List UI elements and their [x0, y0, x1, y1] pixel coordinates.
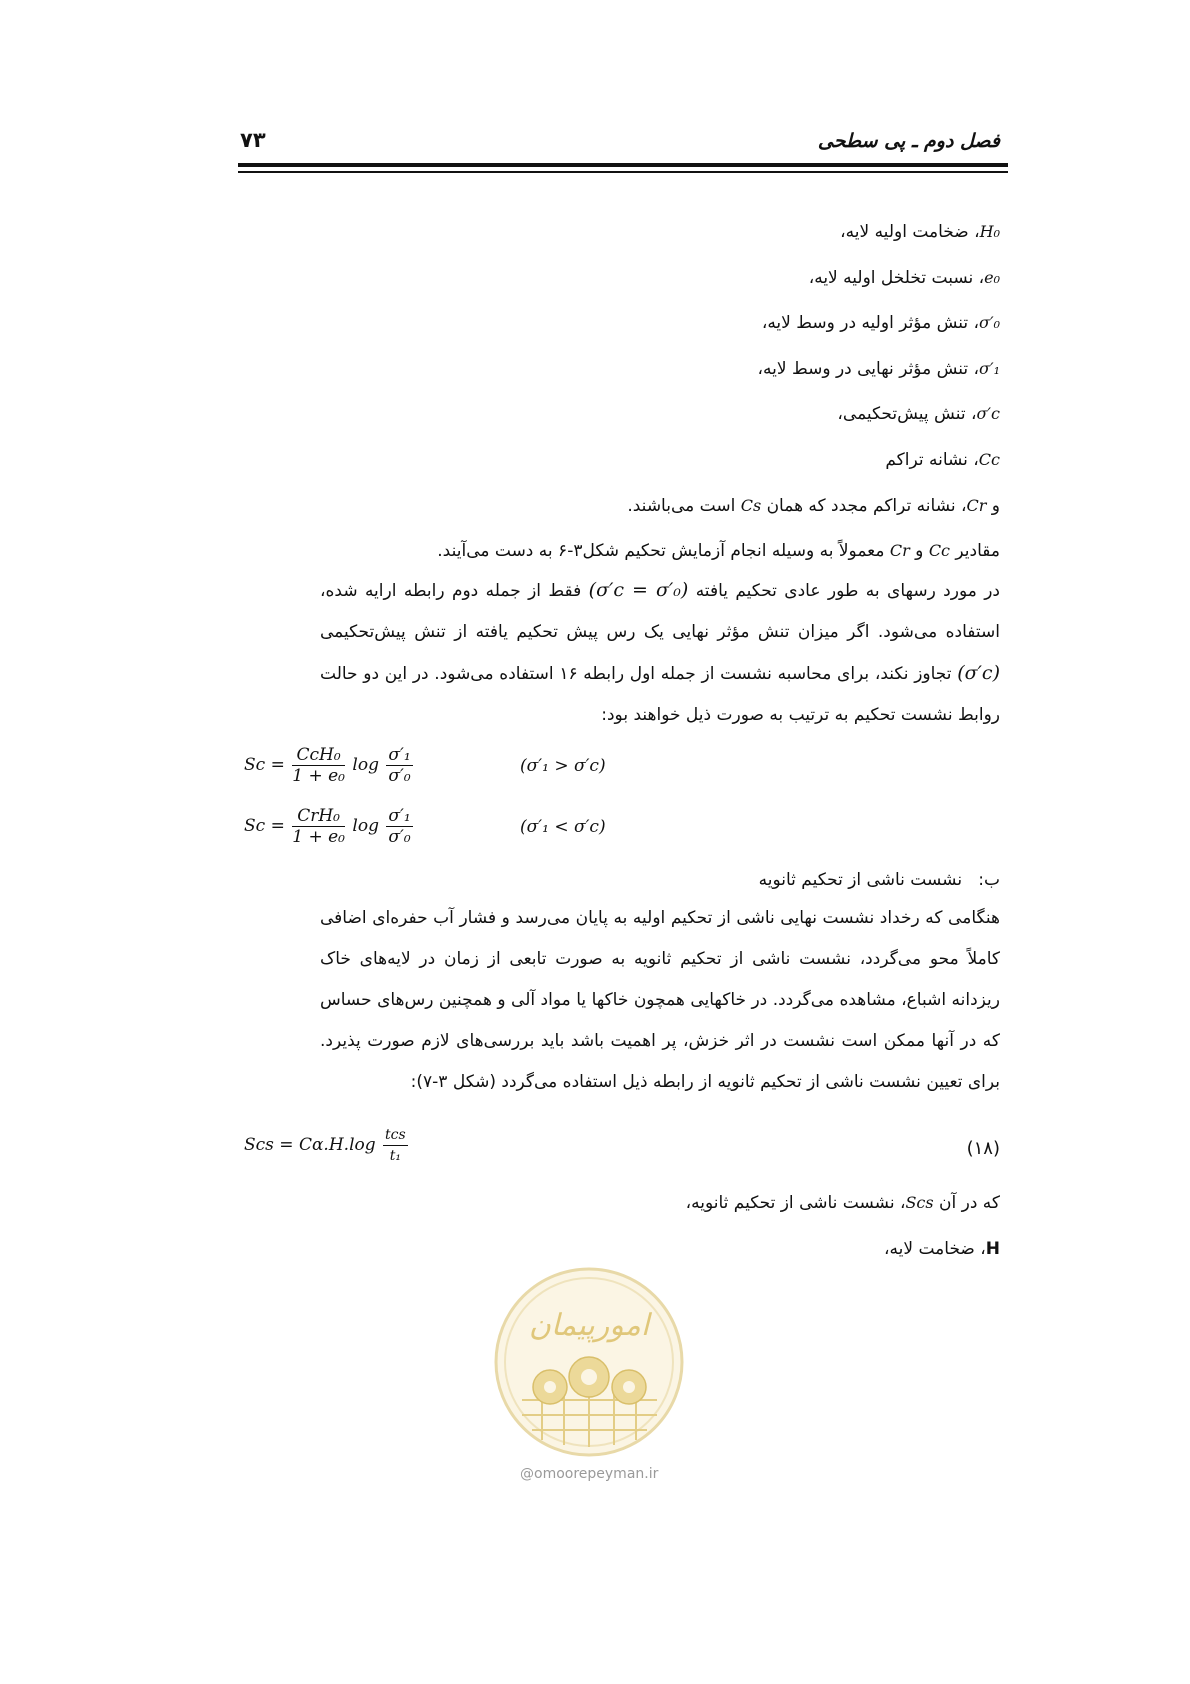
paragraph-normally-consolidated: در مورد رسهای به طور عادی تحکیم یافته (σ′c = σ′₀) فقط از جمله دوم رابطه ارایه شده، استفاده می‌شود. اگر میزان تنش مؤثر نهایی یک رس پیش تحکیم یافته از تنش پیش‌تحکیمی (σ′c) تجاوز نکند، برای محاسبه نشست از جمله اول رابطه ۱۶ استفاده می‌شود. در این دو حالت روابط نشست تحکیم به ترتیب به صورت ذیل خواهند بود: [320, 579, 1001, 725]
equation-sc-cc: Sc = $\frac{\text{CcH₀}}{\text{1 + e₀}}$ log $\frac{\text{σ′₁}}{\text{σ′₀}}$ [244, 745, 411, 786]
definition-item: σ′c، تنش پیش‌تحکیمی، [837, 404, 1000, 424]
cr-definition: و Cr، نشانه تراکم مجدد که همان Cs است می‌باشند. [627, 496, 1000, 516]
seal-logo-icon [492, 1265, 687, 1460]
definition-item: Cc، نشانه تراکم [885, 450, 1000, 470]
watermark-url: @omoorepeyman.ir [520, 1466, 659, 1482]
chapter-title: فصل دوم ـ پی سطحی [817, 130, 1000, 152]
h-definition: H، ضخامت لایه، [884, 1239, 1000, 1259]
watermark-seal [492, 1265, 687, 1460]
condition-overconsolidated-within: (σ′₁ < σ′c) [520, 817, 606, 837]
header-rule-thick [238, 163, 1008, 167]
definition-item: H₀، ضخامت اولیه لایه، [840, 222, 1000, 242]
definition-item: σ′₁، تنش مؤثر نهایی در وسط لایه، [757, 359, 1000, 379]
equation-number: (۱۸) [966, 1138, 1000, 1159]
page-number: ۷۳ [240, 128, 266, 152]
scs-definition: که در آن Scs، نشست ناشی از تحکیم ثانویه، [685, 1193, 1000, 1213]
svg-text:امورپیمان: امورپیمان [528, 1308, 650, 1343]
header-rule-thin [238, 171, 1008, 173]
equation-sc-cr: Sc = $\frac{\text{CrH₀}}{\text{1 + e₀}}$ log $\frac{\text{σ′₁}}{\text{σ′₀}}$ [244, 806, 411, 847]
condition-overconsolidated-exceeded: (σ′₁ > σ′c) [520, 756, 606, 776]
values-sentence: مقادیر Cc و Cr معمولاً به وسیله انجام آزمایش تحکیم شکل۳-۶ به دست می‌آیند. [437, 541, 1000, 561]
definition-item: e₀، نسبت تخلخل اولیه لایه، [808, 268, 1000, 288]
section-b-heading: ب: نشست ناشی از تحکیم ثانویه [758, 870, 1000, 890]
equation-scs: Scs = Cα.H.log $\frac{\text{tcs}}{\text{t₁}}$ [244, 1127, 406, 1164]
paragraph-secondary-consolidation: هنگامی که رخداد نشست نهایی ناشی از تحکیم اولیه به پایان می‌رسد و فشار آب حفره‌ای اضافی کاملاً محو می‌گردد، نشست ناشی از تحکیم ثانویه به صورت تابعی از زمان در لایه‌های خاک ریزدانه اشباع، مشاهده می‌گردد. در خاکهایی همچون خاکها یا مواد آلی و همچنین رس‌های حساس که در آنها ممکن است نشست در اثر خزش، پر اهمیت باشد باید بررسی‌های لازم صورت پذیرد. برای تعیین نشست ناشی از تحکیم ثانویه از رابطه ذیل استفاده می‌گردد (شکل ۳-۷): [320, 908, 1000, 1092]
definition-item: σ′₀، تنش مؤثر اولیه در وسط لایه، [761, 313, 1000, 333]
